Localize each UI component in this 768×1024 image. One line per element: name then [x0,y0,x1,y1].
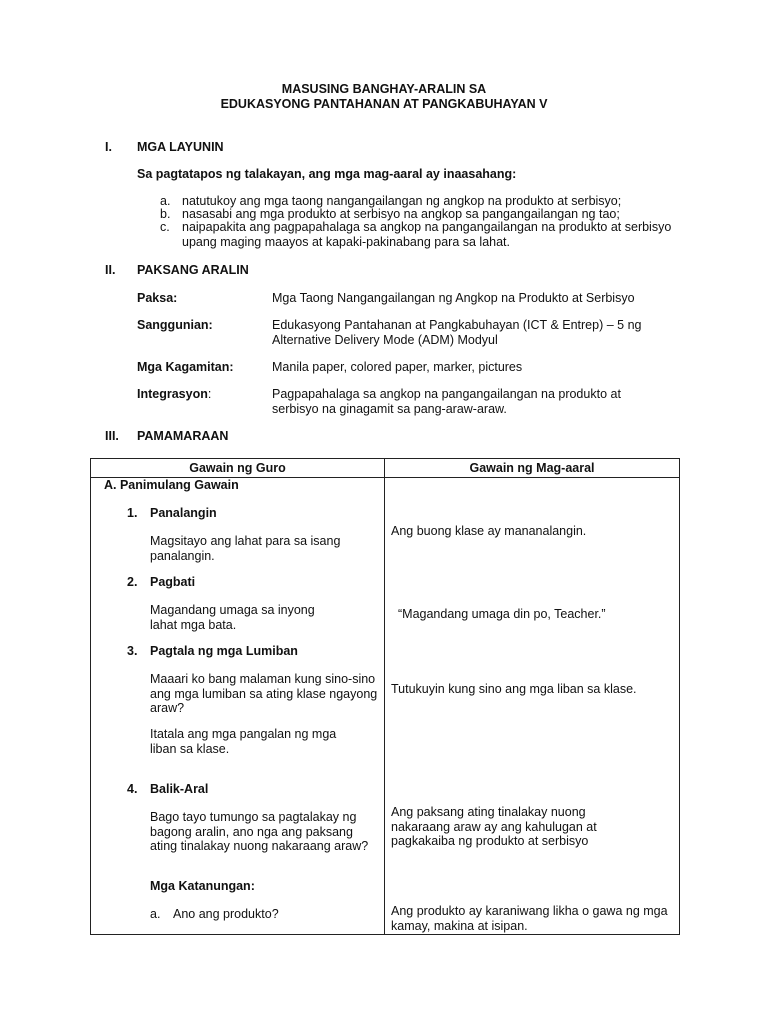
paksa-label: Paksa: [137,291,178,305]
integrasyon-colon: : [207,387,212,401]
sanggunian-label: Sanggunian: [137,318,213,332]
step-number: 4. [127,782,138,796]
student-response: Ang buong klase ay mananalangin. [391,524,587,538]
teacher-column-header: Gawain ng Guro [91,459,385,478]
step-teacher-text: Bago tayo tumungo sa pagtalakay ng bagong aralin, ano nga ang paksang ating tinalakay nuong nakaraang araw? [150,810,369,853]
step-title: Pagtala ng mga Lumiban [150,644,298,658]
objective-letter: c. [160,220,170,234]
section1-numeral: I. [105,140,112,154]
step-teacher-text: Itatala ang mga pangalan ng mga liban sa klase. [150,727,337,756]
document-title-line2: EDUKASYONG PANTAHANAN AT PANGKABUHAYAN V [220,97,548,111]
integrasyon-value: Pagpapahalaga sa angkop na pangangailangan na produkto at serbisyo na ginagamit sa pang-araw-araw. [272,387,621,416]
sanggunian-value: Edukasyong Pantahanan at Pangkabuhayan (ICT & Entrep) – 5 ng Alternative Delivery Mode (ADM) Modyul [272,318,642,347]
step-title: Pagbati [150,575,196,589]
part-a-heading: A. Panimulang Gawain [104,478,239,492]
teacher-activities-cell [91,478,385,935]
objective-text: naipapakita ang pagpapahalaga sa angkop na pangangailangan na produkto at serbisyo upang maging maayos at kapaki-pakinabang para sa lahat. [182,220,672,249]
student-response: Tutukuyin kung sino ang mga liban sa klase. [391,682,637,696]
step-teacher-text: Maaari ko bang malaman kung sino-sino ang mga lumiban sa ating klase ngayong araw? [150,672,378,715]
answer-a: Ang produkto ay karaniwang likha o gawa ng mga kamay, makina at isipan. [391,904,668,933]
objective-text: nasasabi ang mga produkto at serbisyo na angkop sa pangangailangan ng tao; [182,207,620,221]
student-response: Ang paksang ating tinalakay nuong nakaraang araw ay ang kahulugan at pagkakaiba ng produkto at serbisyo [391,805,597,848]
question-a-text: Ano ang produkto? [173,907,279,921]
kagamitan-value: Manila paper, colored paper, marker, pictures [272,360,523,374]
step-teacher-text: Magsitayo ang lahat para sa isang panalangin. [150,534,341,563]
question-a-letter: a. [150,907,161,921]
section3-title: PAMAMARAAN [137,429,229,443]
document-title-line1: MASUSING BANGHAY-ARALIN SA [281,82,487,96]
section1-intro: Sa pagtatapos ng talakayan, ang mga mag-aaral ay inaasahang: [137,167,517,181]
integrasyon-label: Integrasyon [137,387,208,401]
student-response: “Magandang umaga din po, Teacher.” [398,607,606,621]
step-number: 2. [127,575,138,589]
step-number: 1. [127,506,138,520]
questions-title: Mga Katanungan: [150,879,255,893]
step-title: Panalangin [150,506,217,520]
objective-letter: a. [160,194,171,208]
student-activities-cell [385,478,680,935]
integrasyon-label-wrap [137,387,211,402]
section2-numeral: II. [105,263,116,277]
objective-letter: b. [160,207,171,221]
step-title: Balik-Aral [150,782,209,796]
procedure-table [90,458,680,935]
objective-text: natutukoy ang mga taong nangangailangan ng angkop na produkto at serbisyo; [182,194,622,208]
step-teacher-text: Magandang umaga sa inyong lahat mga bata. [150,603,315,632]
section2-title: PAKSANG ARALIN [137,263,249,277]
section1-title: MGA LAYUNIN [137,140,224,154]
section3-numeral: III. [105,429,119,443]
student-column-header: Gawain ng Mag-aaral [385,459,680,478]
paksa-value: Mga Taong Nangangailangan ng Angkop na Produkto at Serbisyo [272,291,635,305]
step-number: 3. [127,644,138,658]
kagamitan-label: Mga Kagamitan: [137,360,234,374]
